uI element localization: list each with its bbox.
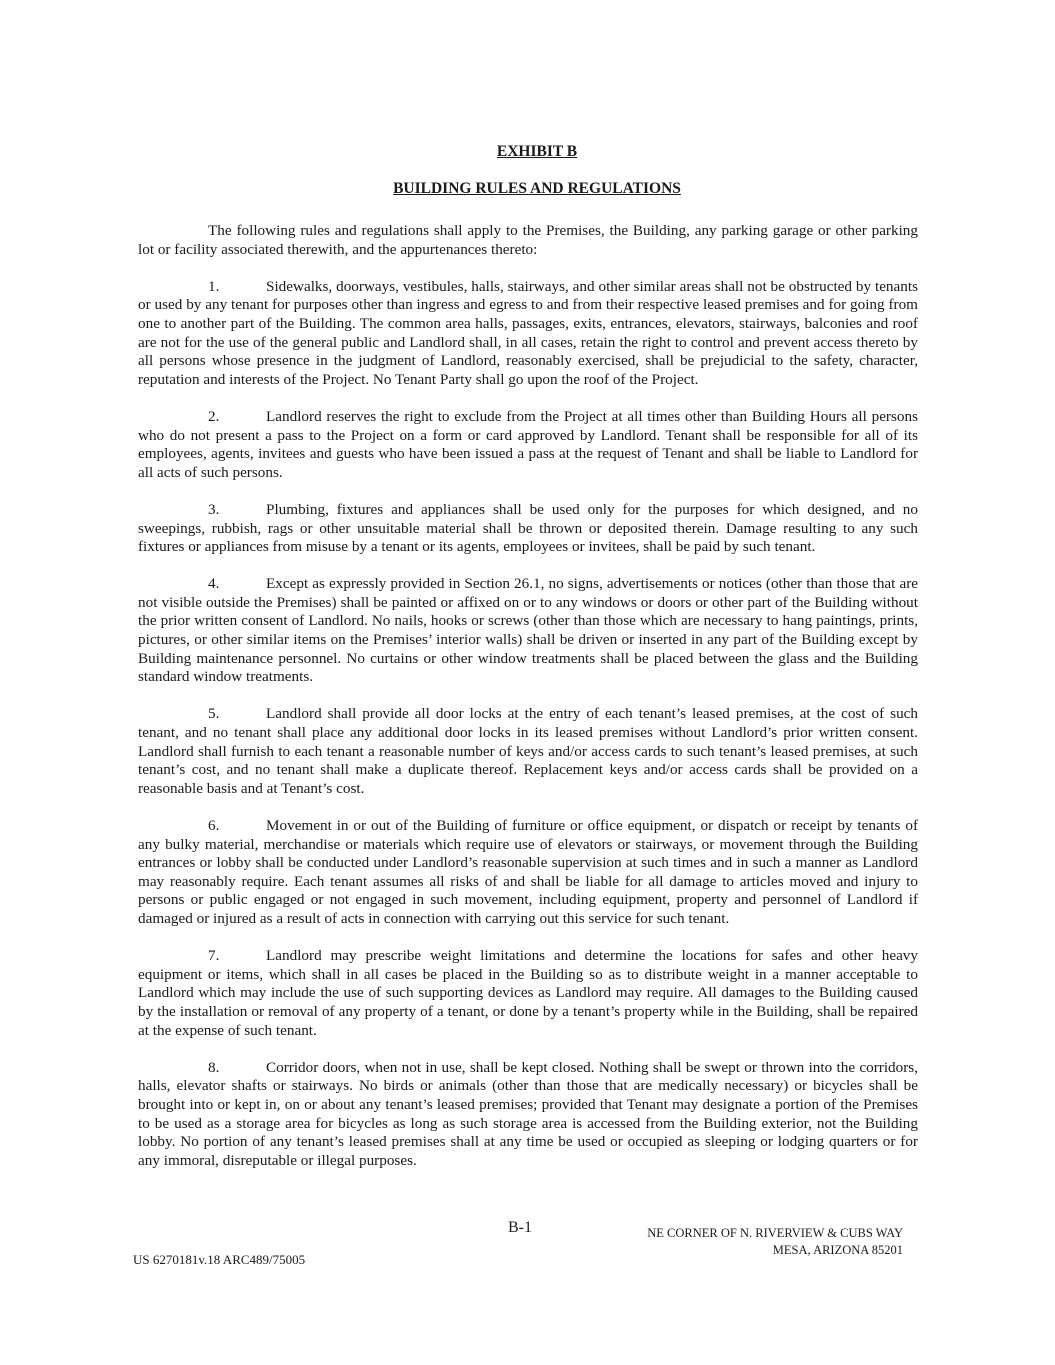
- rule-number: 2.: [208, 407, 220, 425]
- rule-paragraph: [138, 947, 918, 1040]
- document-id: US 6270181v.18 ARC489/75005: [133, 1252, 306, 1267]
- rule-number: 8.: [208, 1058, 220, 1076]
- rule-text: Plumbing, fixtures and appliances shall be used only for the purposes for which designed, and no sweepings, rubbish, rags or other unsuitable material shall be thrown or deposited therein. Damage resulting to any such fixtures or appliances from misuse by a tenant or its agents, employees or invitees, shall be paid by such tenant.: [138, 500, 918, 556]
- rule-text: Except as expressly provided in Section 26.1, no signs, advertisements or notices (other than those that are not visible outside the Premises) shall be painted or affixed on or to any windows or doors or other part of the Building without the prior written consent of Landlord. No nails, hooks or screws (other than those which are necessary to hang paintings, prints, pictures, or other similar items on the Premises’ interior walls) shall be driven or inserted in any part of the Building except by Building maintenance personnel. No curtains or other window treatments shall be placed between the glass and the Building standard window treatments.: [138, 575, 918, 686]
- rule-paragraph: [138, 705, 918, 798]
- rule-number: 7.: [208, 947, 220, 965]
- rule-text: Movement in or out of the Building of furniture or office equipment, or dispatch or receipt by tenants of any bulky material, merchandise or materials which require use of elevators or stairways, or movement through the Building entrances or lobby shall be conducted under Landlord’s reasonable supervision at such times and in such a manner as Landlord may reasonably require. Each tenant assumes all risks of and shall be liable for all damage to articles moved and injury to persons or public engaged or not engaged in such movement, including equipment, property and personnel of Landlord if damaged or injured as a result of acts in connection with carrying out this service for such tenant.: [138, 817, 918, 927]
- rule-paragraph: [138, 501, 918, 557]
- rule-number: 3.: [208, 500, 220, 518]
- rules-list: [138, 278, 918, 1171]
- rule-paragraph: [138, 1059, 918, 1171]
- rule-text: Landlord reserves the right to exclude from the Project at all times other than Building Hours all persons who do not present a pass to the Project on a form or card approved by Landlord. Tenant shall be responsible for all of its employees, agents, invitees and guests who have been issued a pass at the request of Tenant and shall be liable to Landlord for all acts of such persons.: [138, 407, 918, 481]
- rule-number: 6.: [208, 817, 220, 834]
- intro-paragraph: The following rules and regulations shall apply to the Premises, the Building, any parking garage or other parking lot or facility associated therewith, and the appurtenances thereto:: [138, 222, 918, 258]
- rule-number: 4.: [208, 575, 220, 593]
- property-address: [560, 1225, 903, 1259]
- document-body: [138, 222, 918, 1189]
- rule-text: Sidewalks, doorways, vestibules, halls, stairways, and other similar areas shall not be obstructed by tenants or used by any tenant for purposes other than ingress and egress to and from their respective leased premises and for going from one to another part of the Building. The common area halls, passages, exits, entrances, elevators, stairways, balconies and roof are not for the use of the general public and Landlord shall, in all cases, retain the right to control and prevent access thereto by all persons whose presence in the judgment of Landlord, reasonably exercised, shall be prejudicial to the safety, character, reputation and interests of the Project. No Tenant Party shall go upon the roof of the Project.: [138, 277, 918, 388]
- rule-text: Landlord may prescribe weight limitations and determine the locations for safes and other heavy equipment or items, which shall in all cases be placed in the Building so as to distribute weight in a manner acceptable to Landlord which may include the use of such supporting devices as Landlord may require. All damages to the Building caused by the installation or removal of any property of a tenant, or done by a tenant’s property while in the Building, shall be repaired at the expense of such tenant.: [138, 947, 918, 1039]
- rule-number: 5.: [208, 705, 220, 723]
- exhibit-title: EXHIBIT B: [496, 143, 578, 160]
- rule-paragraph: [138, 817, 918, 929]
- rule-text: Landlord shall provide all door locks at the entry of each tenant’s leased premises, at the cost of such tenant, and no tenant shall place any additional door locks in its leased premises without Landlord’s prior written consent. Landlord shall furnish to each tenant a reasonable number of keys and/or access cards to such tenant’s leased premises, at such tenant’s cost, and no tenant shall make a duplicate thereof. Replacement keys and/or access cards shall be provided on a reasonable basis and at Tenant’s cost.: [138, 705, 918, 797]
- rule-paragraph: [138, 575, 918, 687]
- address-line-2: MESA, ARIZONA 85201: [772, 1243, 903, 1257]
- section-title: BUILDING RULES AND REGULATIONS: [393, 180, 681, 197]
- page-number: B-1: [508, 1219, 532, 1236]
- rule-text: Corridor doors, when not in use, shall be kept closed. Nothing shall be swept or thrown into the corridors, halls, elevator shafts or stairways. No birds or animals (other than those that are medically necessary) or bicycles shall be brought into or kept in, on or about any tenant’s leased premises; provided that Tenant may designate a portion of the Premises to be used as a storage area for bicycles as long as such storage area is accessed from the Building exterior, not the Building lobby. No portion of any tenant’s leased premises shall at any time be used or occupied as sleeping or lodging quarters or for any immoral, disreputable or illegal purposes.: [138, 1058, 918, 1169]
- rule-number: 1.: [208, 277, 220, 295]
- address-line-1: NE CORNER OF N. RIVERVIEW & CUBS WAY: [647, 1226, 903, 1240]
- rule-paragraph: [138, 408, 918, 482]
- rule-paragraph: [138, 278, 918, 390]
